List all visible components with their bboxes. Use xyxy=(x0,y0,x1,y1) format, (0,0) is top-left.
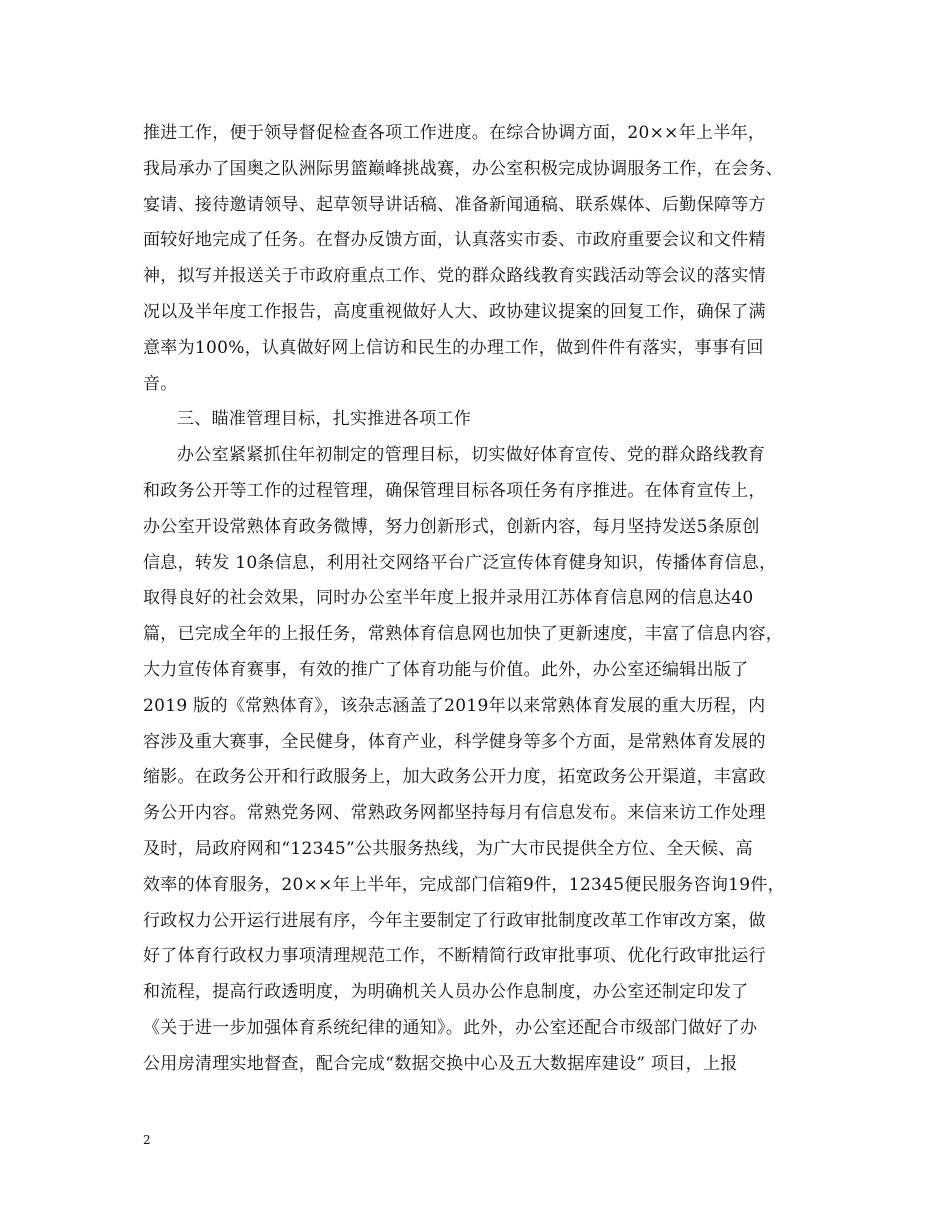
text-line: 办公室开设常熟体育政务微博，努力创新形式，创新内容，每月坚持发送5条原创 xyxy=(143,516,760,537)
section-heading: 三、瞄准管理目标，扎实推进各项工作 xyxy=(177,409,472,430)
text-line: 信息，转发 10条信息，利用社交网络平台广泛宣传体育健身知识，传播体育信息， xyxy=(143,552,777,573)
text-line: 公用房清理实地督查，配合完成“数据交换中心及五大数据库建设” 项目，上报 xyxy=(143,1053,738,1074)
text-line: 推进工作，便于领导督促检查各项工作进度。在综合协调方面，20××年上半年， xyxy=(143,123,766,143)
text-line: 音。 xyxy=(143,373,178,394)
text-line: 篇，已完成全年的上报任务，常熟体育信息网也加快了更新速度，丰富了信息内容， xyxy=(143,624,784,645)
text-line: 办公室紧紧抓住年初制定的管理目标，切实做好体育宣传、党的群众路线教育 xyxy=(177,445,766,466)
text-line: 缩影。在政务公开和行政服务上，加大政务公开力度，拓宽政务公开渠道，丰富政 xyxy=(143,767,766,788)
text-line: 及时，局政府网和“12345”公共服务热线，为广大市民提供全方位、全天候、高 xyxy=(143,838,753,859)
text-line: 和流程，提高行政透明度，为明确机关人员办公作息制度，办公室还制定印发了 xyxy=(143,982,749,1003)
text-line: 取得良好的社会效果，同时办公室半年度上报并录用江苏体育信息网的信息达40 xyxy=(143,588,754,609)
text-line: 面较好地完成了任务。在督办反馈方面，认真落实市委、市政府重要会议和文件精 xyxy=(143,230,766,251)
body-text xyxy=(143,116,843,1083)
text-line: 意率为100%，认真做好网上信访和民生的办理工作，做到件件有落实，事事有回 xyxy=(143,337,764,358)
text-line: 容涉及重大赛事，全民健身，体育产业，科学健身等多个方面，是常熟体育发展的 xyxy=(143,731,766,752)
text-line: 《关于进一步加强体育系统纪律的通知》。此外，办公室还配合市级部门做好了办 xyxy=(143,1017,758,1038)
text-line: 务公开内容。常熟党务网、常熟政务网都坚持每月有信息发布。来信来访工作处理 xyxy=(143,803,766,824)
text-line: 神，拟写并报送关于市政府重点工作、党的群众路线教育实践活动等会议的落实情 xyxy=(143,266,766,287)
text-line: 2019 版的《常熟体育》，该杂志涵盖了2019年以来常熟体育发展的重大历程，内 xyxy=(143,695,766,716)
text-line: 大力宣传体育赛事，有效的推广了体育功能与价值。此外，办公室还编辑出版了 xyxy=(143,659,749,680)
text-line: 况以及半年度工作报告，高度重视做好人大、政协建议提案的回复工作，确保了满 xyxy=(143,301,766,322)
text-line: 行政权力公开运行进展有序，今年主要制定了行政审批制度改革工作审改方案，做 xyxy=(143,910,766,931)
text-line: 我局承办了国奥之队洲际男篮巅峰挑战赛，办公室积极完成协调服务工作，在会务、 xyxy=(143,158,784,179)
text-line: 和政务公开等工作的过程管理，确保管理目标各项任务有序推进。在体育宣传上， xyxy=(143,480,766,501)
text-line: 效率的体育服务，20××年上半年，完成部门信箱9件，12345便民服务咨询19件， xyxy=(143,874,785,895)
page-number: 2 xyxy=(143,1133,151,1147)
text-line: 宴请、接待邀请领导、起草领导讲话稿、准备新闻通稿、联系媒体、后勤保障等方 xyxy=(143,194,766,215)
text-line: 好了体育行政权力事项清理规范工作，不断精简行政审批事项、优化行政审批运行 xyxy=(143,946,766,967)
